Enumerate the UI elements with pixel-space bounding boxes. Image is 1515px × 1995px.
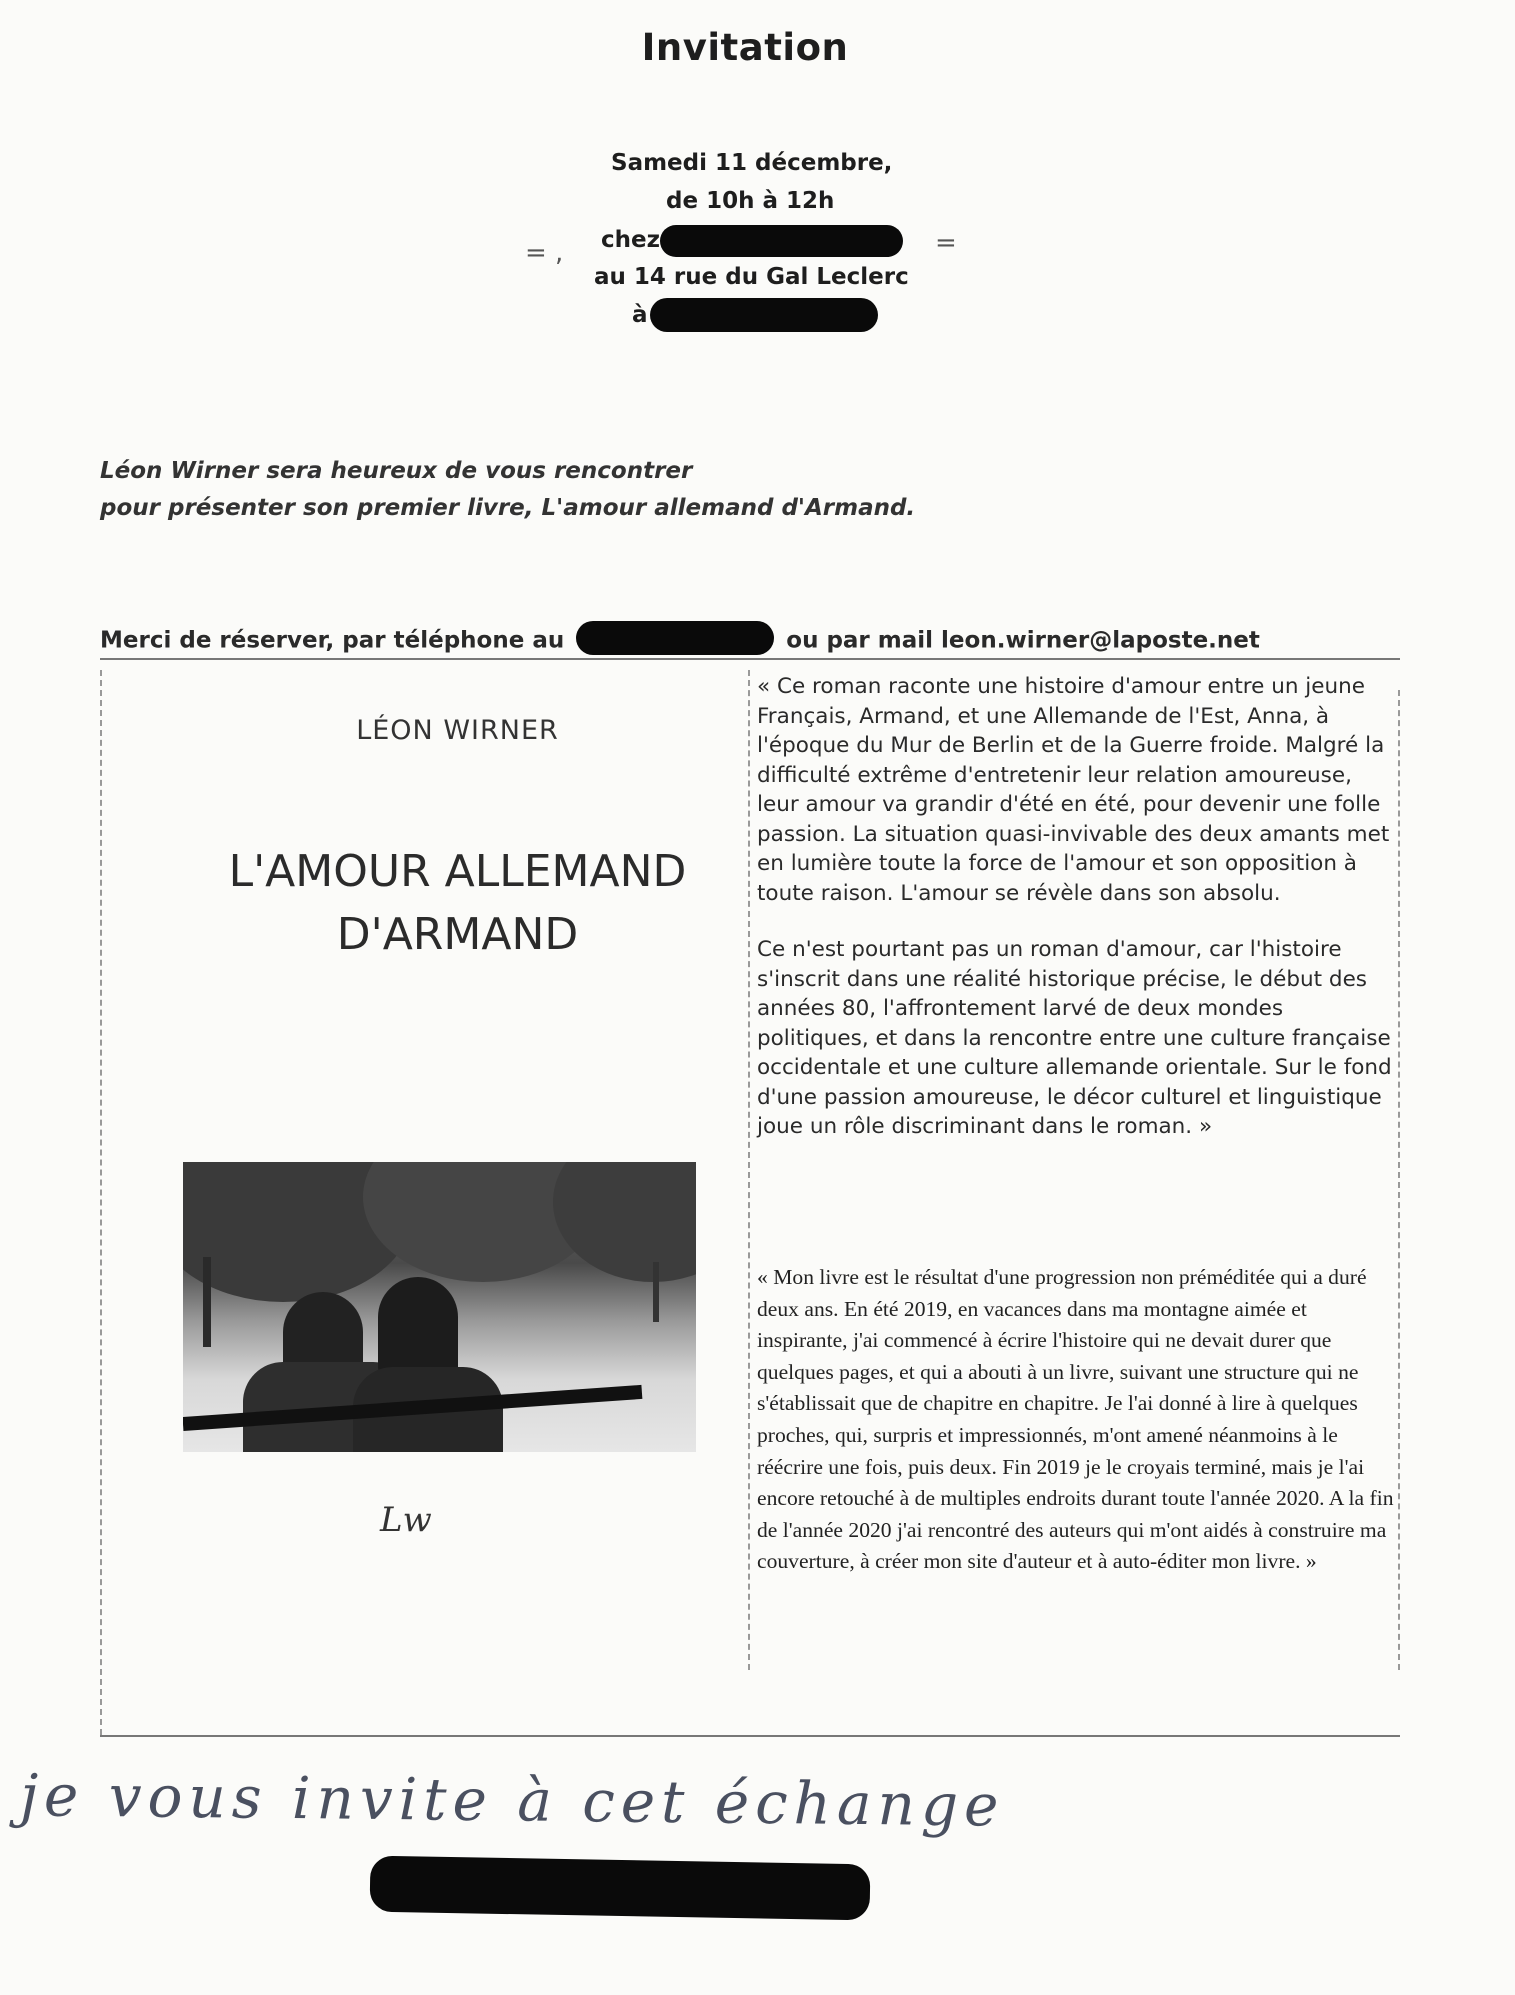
cover-title-line-2: D'ARMAND (336, 909, 579, 960)
reservation-suffix: ou par mail leon.wirner@laposte.net (786, 627, 1260, 654)
handwritten-note: je vous invite à cet échange (19, 1761, 1005, 1840)
right-border (1398, 690, 1400, 1670)
intro-text (100, 453, 1200, 527)
event-time: de 10h à 12h (666, 188, 835, 214)
event-city-prefix: à (632, 302, 648, 328)
intro-line-2: pour présenter son premier livre, L'amour allemand d'Armand. (100, 495, 916, 521)
blurb-paragraph-2: Ce n'est pourtant pas un roman d'amour, car l'histoire s'inscrit dans une réalité historique précise, le début des années 80, l'affrontement larvé de deux mondes politiques, et dans la rencontre entre une culture française occidentale et une culture allemande orientale. Sur le fond d'une passion amoureuse, le décor culturel et linguistique joue un rôle discriminant dans le roman. » (757, 937, 1392, 1139)
event-date: Samedi 11 décembre, (611, 150, 893, 176)
center-divider (748, 670, 750, 1670)
top-divider (100, 658, 1400, 660)
cover-title-line-1: L'AMOUR ALLEMAND (228, 846, 687, 897)
cover-title (180, 840, 735, 966)
event-address: au 14 rue du Gal Leclerc (594, 264, 909, 290)
redacted-city (650, 298, 878, 332)
book-blurb (757, 672, 1392, 1142)
reservation-prefix: Merci de réserver, par téléphone au (100, 627, 565, 654)
page-title: Invitation (641, 26, 849, 69)
redacted-host-name (660, 225, 903, 257)
cover-photo-couple-on-bench (183, 1162, 696, 1452)
bottom-divider (100, 1735, 1400, 1737)
intro-line-1: Léon Wirner sera heureux de vous rencontrer (100, 458, 693, 484)
blurb-paragraph-1: « Ce roman raconte une histoire d'amour entre un jeune Français, Armand, et une Allemande de l'Est, Anna, à l'époque du Mur de Berlin et de la Guerre froide. Malgré la difficulté extrême d'entretenir leur relation amoureuse, leur amour va grandir d'été en été, pour devenir une folle passion. La situation quasi-invivable des deux amants met en lumière toute la force de l'amour et son opposition à toute raison. L'amour se révèle dans son absolu. (757, 674, 1390, 906)
redacted-signature (370, 1856, 871, 1921)
publisher-logo: Lw (380, 1500, 432, 1540)
redacted-phone (576, 621, 774, 655)
author-quote: « Mon livre est le résultat d'une progression non préméditée qui a duré deux ans. En été 2019, en vacances dans ma montagne aimée et inspirante, j'ai commencé à écrire l'histoire qui ne devait durer que quelques pages, et qui a abouti à un livre, suivant une structure qui ne s'établissait que de chapitre en chapitre. Je l'ai donné à lire à quelques proches, qui, surpris et impressionnés, m'ont amené néanmoins à le réécrire une fois, puis deux. Fin 2019 je le croyais terminé, mais je l'ai encore retouché à de multiples endroits durant toute l'année 2020. A la fin de l'année 2020 j'ai rencontré des auteurs qui m'ont aidés à construire ma couverture, à créer mon site d'auteur et à auto-éditer mon livre. » (757, 1265, 1394, 1574)
reservation-line (100, 624, 1420, 658)
handwritten-quote-mark-left: = , (525, 238, 564, 268)
left-border (100, 670, 102, 1735)
cover-author: LÉON WIRNER (356, 715, 559, 746)
event-host-prefix: chez (601, 227, 660, 253)
handwritten-quote-mark-right: = (935, 228, 957, 258)
